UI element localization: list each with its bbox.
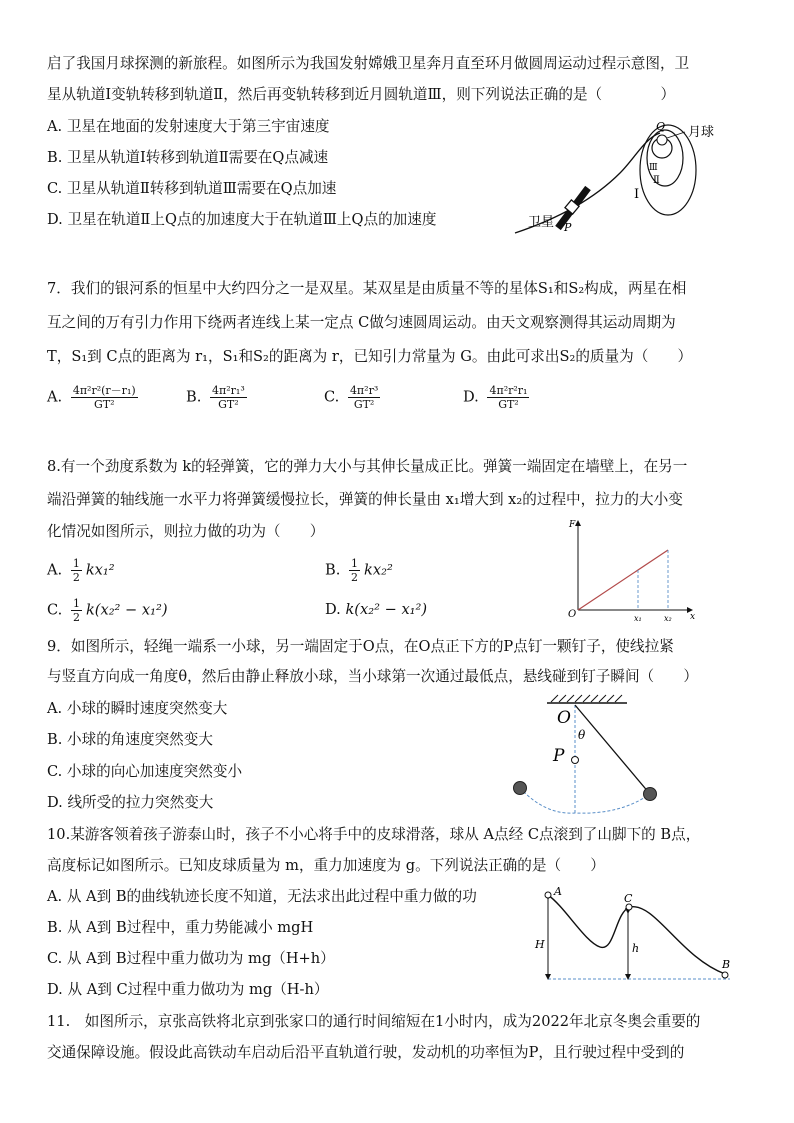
force-line (578, 550, 668, 610)
point-q-label: Q (656, 120, 666, 133)
orbit-2-label: Ⅱ (653, 175, 660, 186)
intro-line-1: 启了我国月球探测的新旅程。如图所示为我国发射嫦娥卫星奔月直至环月做圆周运动过程示意图，卫 (47, 55, 690, 72)
q8-option-d: D. k(x₂² − x₁²) (325, 601, 428, 618)
q10-option-a: A. 从 A到 B的曲线轨迹长度不知道，无法求出此过程中重力做的功 (47, 888, 477, 905)
x1-tick-label: x₁ (634, 614, 642, 622)
q10-line-2: 高度标记如图所示。已知皮球质量为 m，重力加速度为 g。下列说法正确的是（ ） (47, 857, 605, 874)
point-o-label: O (557, 708, 571, 728)
q11-line-2: 交通保障设施。假设此高铁动车启动后沿平直轨道行驶，发动机的功率恒为P，且行驶过程中受到的 (47, 1044, 685, 1061)
orbit-1-label: Ⅰ (634, 187, 640, 202)
q10-option-c: C. 从 A到 B过程中重力做功为 mg（H+h） (47, 950, 335, 967)
q10-line-1: 10.某游客领着孩子游泰山时，孩子不小心将手中的皮球滑落，球从 A点经 C点滚到了山脚下的 B点， (47, 826, 701, 843)
ball-right-icon (644, 788, 657, 801)
point-a-label: A (554, 885, 562, 898)
q7-line-2: 互之间的万有引力作用下绕两者连线上某一定点 C做匀速圆周运动。由天文观察测得其运动周期为 (47, 314, 676, 331)
height-h-label: h (632, 942, 640, 955)
q8-option-c: C. $\frac{1}{2}$ k(x₂² − x₁²) (47, 597, 168, 624)
origin-label: O (568, 609, 577, 620)
point-p-label: P (553, 746, 565, 766)
moon-label: 月球 (688, 125, 715, 140)
q8-line-1: 8.有一个劲度系数为 k的轻弹簧，它的弹力大小与其伸长量成正比。弹簧一端固定在墙壁上，在另一 (47, 458, 688, 475)
q7-option-a: A. $\frac{\text{4π²r²(r－r₁)}}{\text{GT²}}$ (47, 384, 136, 411)
pendulum-string (575, 705, 650, 794)
q9-option-a: A. 小球的瞬时速度突然变大 (47, 700, 228, 717)
ball-left-icon (514, 782, 527, 795)
swing-arc (520, 788, 650, 813)
q8-option-a: A. $\frac{1}{2}$ kx₁² (47, 557, 115, 584)
q11-line-1: 11. 如图所示，京张高铁将北京到张家口的通行时间缩短在1小时内，成为2022年北京冬奥会重要的 (47, 1013, 701, 1030)
height-H-label: H (535, 938, 545, 951)
point-b-marker (722, 972, 728, 978)
nail-icon (572, 757, 579, 764)
q10-option-b: B. 从 A到 B过程中，重力势能减小 mgH (47, 919, 314, 936)
q9-line-1: 9．如图所示，轻绳一端系一小球，另一端固定于O点，在O点正下方的P点钉一颗钉子，使线拉紧 (47, 638, 674, 655)
q8-option-b: B. $\frac{1}{2}$ kx₂² (325, 557, 393, 584)
q9-line-2: 与竖直方向成一角度θ，然后由静止释放小球，当小球第一次通过最低点，悬线碰到钉子瞬间（ ） (47, 668, 698, 685)
mountain-figure (530, 882, 740, 982)
q9-option-c: C. 小球的向心加速度突然变小 (47, 763, 243, 780)
q9-option-b: B. 小球的角速度突然变大 (47, 731, 213, 748)
moon-icon (657, 135, 667, 145)
x2-tick-label: x₂ (664, 614, 672, 622)
point-c-label: C (624, 892, 633, 905)
satellite-icon (558, 188, 588, 228)
q7-option-d: D. $\frac{\text{4π²r²r₁}}{\text{GT²}}$ (463, 384, 528, 411)
point-p-label: P (564, 221, 572, 234)
theta-label: θ (578, 728, 586, 742)
y-axis-label: F (569, 520, 576, 530)
satellite-label: 卫星 (528, 215, 555, 230)
slope-curve (548, 895, 725, 974)
x-axis-label: x (690, 612, 696, 622)
q7-option-c: C. $\frac{\text{4π²r³}}{\text{GT²}}$ (324, 384, 379, 411)
intro-option-b: B. 卫星从轨道Ⅰ转移到轨道Ⅱ需要在Q点减速 (47, 149, 329, 166)
intro-option-c: C. 卫星从轨道Ⅱ转移到轨道Ⅲ需要在Q点加速 (47, 180, 337, 197)
q8-line-2: 端沿弹簧的轴线施一水平力将弹簧缓慢拉长，弹簧的伸长量由 x₁增大到 x₂的过程中，拉力的大小变 (47, 491, 683, 508)
intro-line-2: 星从轨道Ⅰ变轨转移到轨道Ⅱ，然后再变轨转移到近月圆轨道Ⅲ，则下列说法正确的是（ ） (47, 86, 676, 103)
q8-line-3: 化情况如图所示，则拉力做的功为（ ） (47, 523, 325, 540)
q7-line-1: 7．我们的银河系的恒星中大约四分之一是双星。某双星是由质量不等的星体S₁和S₂构成，两星在相 (47, 280, 687, 297)
q10-option-d: D. 从 A到 C过程中重力做功为 mg（H-h） (47, 981, 329, 998)
q7-line-3: T，S₁到 C点的距离为 r₁，S₁和S₂的距离为 r，已知引力常量为 G。由此可求出S₂的质量为（ ） (47, 348, 693, 365)
pendulum-figure (505, 693, 670, 815)
q9-option-d: D. 线所受的拉力突然变大 (47, 794, 214, 811)
intro-option-d: D. 卫星在轨道Ⅱ上Q点的加速度大于在轨道Ⅲ上Q点的加速度 (47, 211, 437, 228)
q7-option-b: B. $\frac{\text{4π²r₁³}}{\text{GT²}}$ (186, 384, 245, 411)
orbit-3-label: Ⅲ (649, 163, 658, 173)
point-a-marker (545, 892, 551, 898)
intro-option-a: A. 卫星在地面的发射速度大于第三宇宙速度 (47, 118, 330, 135)
moon-orbit-figure (510, 118, 735, 238)
point-b-label: B (722, 958, 731, 971)
force-extension-graph (562, 517, 702, 622)
